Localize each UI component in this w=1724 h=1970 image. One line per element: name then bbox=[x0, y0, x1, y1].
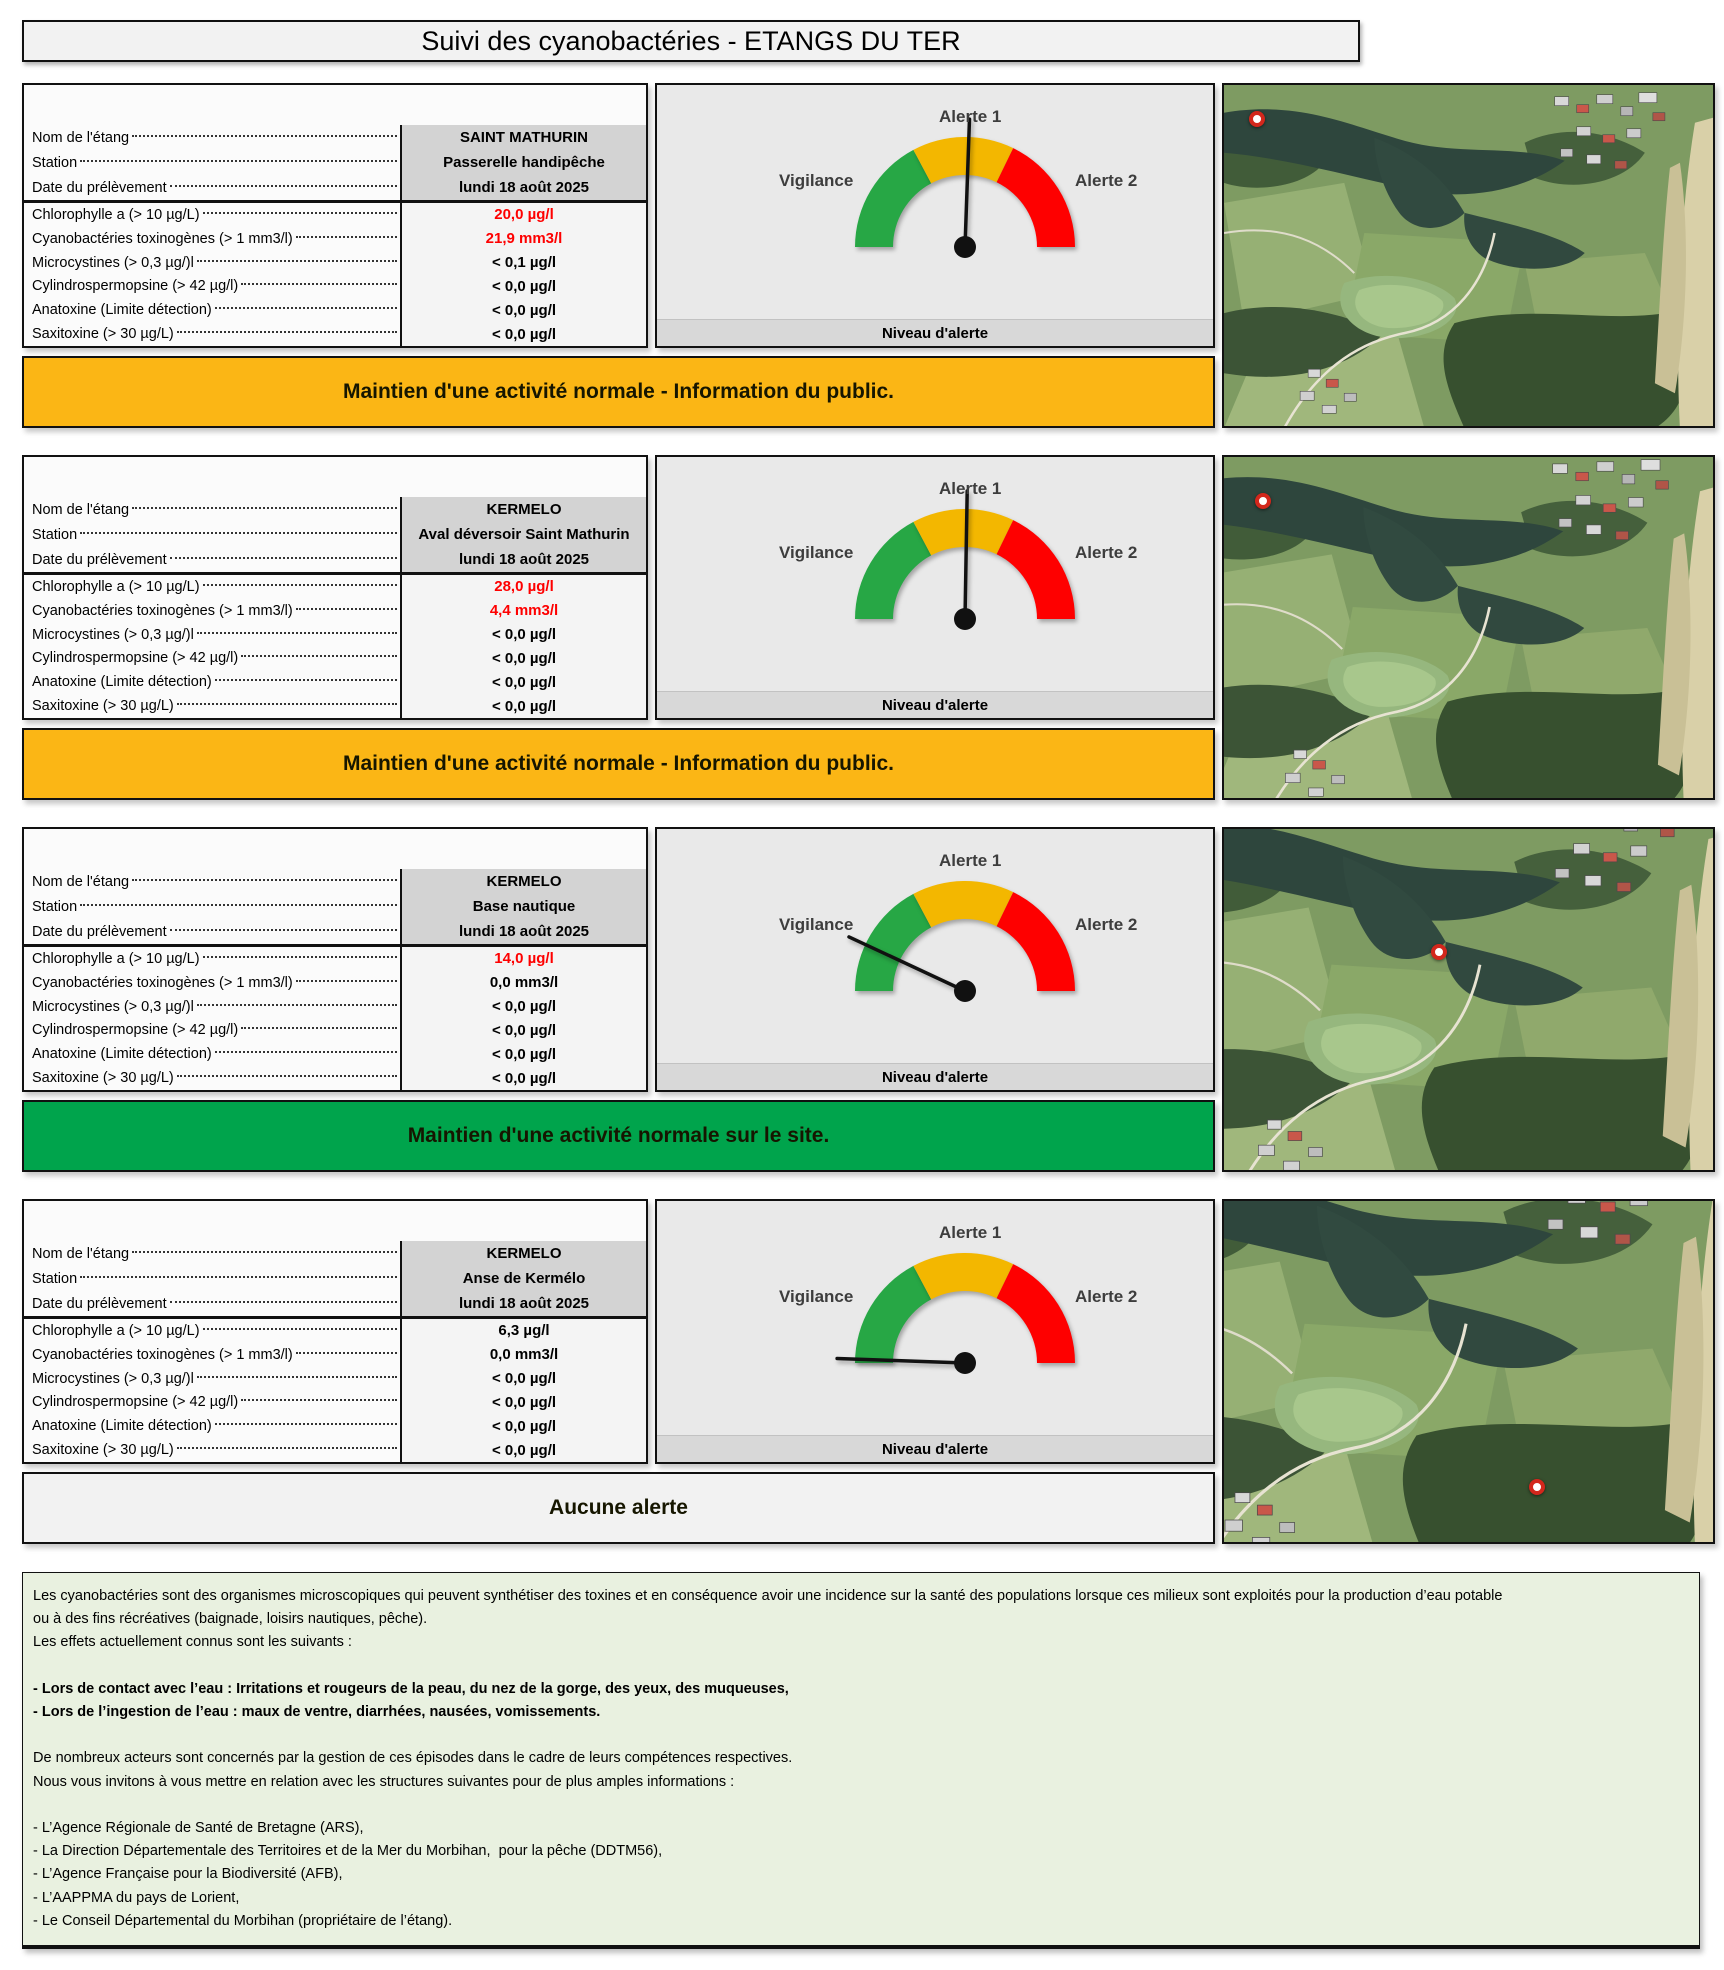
station-table-body bbox=[24, 203, 646, 346]
station-label: Station bbox=[24, 894, 400, 919]
pond-name-value: KERMELO bbox=[400, 497, 646, 522]
parameter-label: Anatoxine (Limite détection) bbox=[24, 298, 400, 322]
parameter-value: < 0,0 µg/l bbox=[400, 1066, 646, 1090]
station-section bbox=[22, 455, 1724, 800]
parameter-value: 0,0 mm3/l bbox=[400, 971, 646, 995]
station-section bbox=[22, 1199, 1724, 1544]
table-row bbox=[24, 497, 646, 522]
footnote-line bbox=[33, 1724, 1689, 1747]
parameter-label: Chlorophylle a (> 10 µg/L) bbox=[24, 947, 400, 971]
parameter-label: Saxitoxine (> 30 µg/L) bbox=[24, 1438, 400, 1462]
pond-name-value: KERMELO bbox=[400, 1241, 646, 1266]
dotted-leader bbox=[197, 1376, 397, 1378]
parameter-row bbox=[24, 1438, 646, 1462]
dotted-leader bbox=[170, 557, 397, 559]
dotted-leader bbox=[296, 1352, 397, 1354]
parameter-label: Anatoxine (Limite détection) bbox=[24, 1414, 400, 1438]
table-row bbox=[24, 869, 646, 894]
parameter-label: Saxitoxine (> 30 µg/L) bbox=[24, 694, 400, 718]
parameter-label: Microcystines (> 0,3 µg/)l bbox=[24, 995, 400, 1019]
status-banner: Maintien d'une activité normale sur le site. bbox=[22, 1100, 1215, 1172]
table-row bbox=[24, 1266, 646, 1291]
gauge-label-vigilance: Vigilance bbox=[779, 171, 854, 190]
dotted-leader bbox=[170, 185, 397, 187]
station-table-header bbox=[24, 85, 646, 203]
parameter-value: 28,0 µg/l bbox=[400, 575, 646, 599]
parameter-row bbox=[24, 971, 646, 995]
station-table bbox=[22, 1199, 648, 1464]
footnote-line: Les effets actuellement connus sont les suivants : bbox=[33, 1634, 352, 1651]
table-row bbox=[24, 125, 646, 150]
table-row bbox=[24, 919, 646, 944]
parameter-value: < 0,0 µg/l bbox=[400, 298, 646, 322]
sample-date-label: Date du prélèvement bbox=[24, 919, 400, 944]
parameter-value: < 0,0 µg/l bbox=[400, 1438, 646, 1462]
dotted-leader bbox=[203, 212, 397, 214]
report-title-box bbox=[22, 20, 1360, 62]
parameter-value: < 0,0 µg/l bbox=[400, 1367, 646, 1391]
parameter-row bbox=[24, 274, 646, 298]
table-row bbox=[24, 1291, 646, 1316]
dotted-leader bbox=[80, 1276, 397, 1278]
station-sections bbox=[22, 83, 1724, 1544]
alert-gauge-chart bbox=[657, 85, 1213, 346]
station-section bbox=[22, 827, 1724, 1172]
footnote-line: - Le Conseil Départemental du Morbihan (propriétaire de l’étang). bbox=[33, 1912, 453, 1929]
gauge-label-alerte1: Alerte 1 bbox=[939, 851, 1002, 870]
dotted-leader bbox=[241, 283, 397, 285]
table-row bbox=[24, 1241, 646, 1266]
dotted-leader bbox=[197, 632, 397, 634]
parameter-row bbox=[24, 646, 646, 670]
report-title: Suivi des cyanobactéries - ETANGS DU TER bbox=[421, 25, 961, 56]
pond-name-value: KERMELO bbox=[400, 869, 646, 894]
dotted-leader bbox=[177, 1447, 397, 1449]
station-value: Anse de Kermélo bbox=[400, 1266, 646, 1291]
map-marker bbox=[1249, 111, 1265, 127]
parameter-value: < 0,0 µg/l bbox=[400, 1018, 646, 1042]
pond-name-label: Nom de l'étang bbox=[24, 1241, 400, 1266]
parameter-row bbox=[24, 599, 646, 623]
footnote-line: - Lors de contact avec l’eau : Irritations et rougeurs de la peau, du nez de la gorge, des yeux, des muqueuses, bbox=[33, 1680, 789, 1697]
gauge-panel bbox=[655, 827, 1215, 1092]
sample-date-label: Date du prélèvement bbox=[24, 1291, 400, 1316]
gauge-label-alerte1: Alerte 1 bbox=[939, 479, 1002, 498]
parameter-row bbox=[24, 1367, 646, 1391]
dotted-leader bbox=[170, 1301, 397, 1303]
parameter-label: Cylindrospermopsine (> 42 µg/l) bbox=[24, 274, 400, 298]
dotted-leader bbox=[215, 679, 397, 681]
dotted-leader bbox=[215, 1423, 397, 1425]
parameter-row bbox=[24, 322, 646, 346]
parameter-row bbox=[24, 1343, 646, 1367]
dotted-leader bbox=[177, 331, 397, 333]
parameter-value: 0,0 mm3/l bbox=[400, 1343, 646, 1367]
dotted-leader bbox=[203, 956, 397, 958]
dotted-leader bbox=[241, 655, 397, 657]
parameter-value: < 0,0 µg/l bbox=[400, 623, 646, 647]
parameter-value: < 0,0 µg/l bbox=[400, 995, 646, 1019]
map-marker bbox=[1255, 493, 1271, 509]
alert-level-caption: Niveau d'alerte bbox=[657, 691, 1213, 718]
parameter-label: Cyanobactéries toxinogènes (> 1 mm3/l) bbox=[24, 1343, 400, 1367]
sample-date-label: Date du prélèvement bbox=[24, 547, 400, 572]
parameter-value: < 0,0 µg/l bbox=[400, 322, 646, 346]
parameter-value: 6,3 µg/l bbox=[400, 1319, 646, 1343]
station-label: Station bbox=[24, 1266, 400, 1291]
gauge-panel bbox=[655, 455, 1215, 720]
station-table-header bbox=[24, 457, 646, 575]
status-banner: Aucune alerte bbox=[22, 1472, 1215, 1544]
parameter-value: 20,0 µg/l bbox=[400, 203, 646, 227]
dotted-leader bbox=[177, 703, 397, 705]
parameter-label: Anatoxine (Limite détection) bbox=[24, 1042, 400, 1066]
parameter-value: < 0,0 µg/l bbox=[400, 670, 646, 694]
station-table-header bbox=[24, 829, 646, 947]
parameter-label: Cylindrospermopsine (> 42 µg/l) bbox=[24, 1018, 400, 1042]
dotted-leader bbox=[132, 135, 397, 137]
parameter-row bbox=[24, 227, 646, 251]
alert-level-caption: Niveau d'alerte bbox=[657, 1063, 1213, 1090]
footnote-box bbox=[22, 1572, 1700, 1949]
parameter-value: 4,4 mm3/l bbox=[400, 599, 646, 623]
parameter-label: Saxitoxine (> 30 µg/L) bbox=[24, 322, 400, 346]
gauge-label-alerte1: Alerte 1 bbox=[939, 107, 1002, 126]
table-row bbox=[24, 150, 646, 175]
table-row bbox=[24, 547, 646, 572]
parameter-row bbox=[24, 694, 646, 718]
parameter-label: Microcystines (> 0,3 µg/)l bbox=[24, 1367, 400, 1391]
sample-date-label: Date du prélèvement bbox=[24, 175, 400, 200]
pond-name-label: Nom de l'étang bbox=[24, 125, 400, 150]
station-value: Base nautique bbox=[400, 894, 646, 919]
sample-date-value: lundi 18 août 2025 bbox=[400, 175, 646, 200]
parameter-row bbox=[24, 1390, 646, 1414]
gauge-label-alerte2: Alerte 2 bbox=[1075, 543, 1138, 562]
parameter-row bbox=[24, 1066, 646, 1090]
footnote-line: Les cyanobactéries sont des organismes microscopiques qui peuvent synthétiser des toxines et en conséquence avoir une incidence sur la santé des populations lorsque ces milieux sont exploités pour la production d’eau potable bbox=[33, 1588, 1503, 1604]
pond-name-label: Nom de l'étang bbox=[24, 869, 400, 894]
parameter-label: Chlorophylle a (> 10 µg/L) bbox=[24, 1319, 400, 1343]
station-label: Station bbox=[24, 522, 400, 547]
alert-level-caption: Niveau d'alerte bbox=[657, 319, 1213, 346]
parameter-label: Cyanobactéries toxinogènes (> 1 mm3/l) bbox=[24, 971, 400, 995]
parameter-label: Microcystines (> 0,3 µg/)l bbox=[24, 251, 400, 275]
parameter-row bbox=[24, 670, 646, 694]
parameter-label: Cylindrospermopsine (> 42 µg/l) bbox=[24, 646, 400, 670]
parameter-label: Saxitoxine (> 30 µg/L) bbox=[24, 1066, 400, 1090]
footnote-line: ou à des fins récréatives (baignade, loisirs nautiques, pêche). bbox=[33, 1611, 428, 1628]
satellite-map bbox=[1222, 1199, 1715, 1544]
station-table-body bbox=[24, 575, 646, 718]
parameter-row bbox=[24, 995, 646, 1019]
footnote-line: - L’Agence Régionale de Santé de Bretagne (ARS), bbox=[33, 1819, 364, 1836]
gauge-label-alerte2: Alerte 2 bbox=[1075, 915, 1138, 934]
station-section bbox=[22, 83, 1724, 428]
station-table-header bbox=[24, 1201, 646, 1319]
dotted-leader bbox=[177, 1075, 397, 1077]
gauge-label-alerte2: Alerte 2 bbox=[1075, 171, 1138, 190]
parameter-label: Cylindrospermopsine (> 42 µg/l) bbox=[24, 1390, 400, 1414]
gauge-label-vigilance: Vigilance bbox=[779, 915, 854, 934]
station-value: Passerelle handipêche bbox=[400, 150, 646, 175]
footnote-line bbox=[33, 1794, 1689, 1817]
satellite-map bbox=[1222, 83, 1715, 428]
station-table-body bbox=[24, 1319, 646, 1462]
parameter-value: 14,0 µg/l bbox=[400, 947, 646, 971]
map-marker bbox=[1431, 944, 1447, 960]
alert-gauge-chart bbox=[657, 829, 1213, 1090]
sample-date-value: lundi 18 août 2025 bbox=[400, 1291, 646, 1316]
gauge-panel bbox=[655, 83, 1215, 348]
pond-name-label: Nom de l'étang bbox=[24, 497, 400, 522]
parameter-row bbox=[24, 1042, 646, 1066]
footnote-line: - Lors de l’ingestion de l’eau : maux de ventre, diarrhées, nausées, vomissements. bbox=[33, 1704, 601, 1720]
parameter-value: < 0,0 µg/l bbox=[400, 1414, 646, 1438]
parameter-row bbox=[24, 203, 646, 227]
parameter-label: Cyanobactéries toxinogènes (> 1 mm3/l) bbox=[24, 599, 400, 623]
parameter-row bbox=[24, 298, 646, 322]
station-table bbox=[22, 83, 648, 348]
sample-date-value: lundi 18 août 2025 bbox=[400, 547, 646, 572]
satellite-image bbox=[1222, 455, 1715, 800]
parameter-row bbox=[24, 1414, 646, 1438]
station-table bbox=[22, 827, 648, 1092]
satellite-map bbox=[1222, 455, 1715, 800]
footnote-line: - L’AAPPMA du pays de Lorient, bbox=[33, 1889, 240, 1906]
footnote-line: - La Direction Départementale des Territoires et de la Mer du Morbihan, pour la pêche (DDTM56), bbox=[33, 1843, 663, 1860]
status-banner: Maintien d'une activité normale - Information du public. bbox=[22, 356, 1215, 428]
status-banner: Maintien d'une activité normale - Information du public. bbox=[22, 728, 1215, 800]
gauge-label-alerte2: Alerte 2 bbox=[1075, 1287, 1138, 1306]
parameter-row bbox=[24, 575, 646, 599]
alert-level-caption: Niveau d'alerte bbox=[657, 1435, 1213, 1462]
table-row bbox=[24, 894, 646, 919]
parameter-value: 21,9 mm3/l bbox=[400, 227, 646, 251]
parameter-value: < 0,1 µg/l bbox=[400, 251, 646, 275]
footnote-line: De nombreux acteurs sont concernés par la gestion de ces épisodes dans le cadre de leurs compétences respectives. bbox=[33, 1750, 793, 1767]
dotted-leader bbox=[241, 1399, 397, 1401]
parameter-label: Chlorophylle a (> 10 µg/L) bbox=[24, 203, 400, 227]
station-table bbox=[22, 455, 648, 720]
parameter-value: < 0,0 µg/l bbox=[400, 1390, 646, 1414]
sample-date-value: lundi 18 août 2025 bbox=[400, 919, 646, 944]
parameter-label: Chlorophylle a (> 10 µg/L) bbox=[24, 575, 400, 599]
parameter-row bbox=[24, 251, 646, 275]
dotted-leader bbox=[197, 260, 397, 262]
dotted-leader bbox=[215, 307, 397, 309]
station-value: Aval déversoir Saint Mathurin bbox=[400, 522, 646, 547]
parameter-label: Cyanobactéries toxinogènes (> 1 mm3/l) bbox=[24, 227, 400, 251]
footnote-line: - L’Agence Française pour la Biodiversité (AFB), bbox=[33, 1866, 343, 1883]
gauge-label-alerte1: Alerte 1 bbox=[939, 1223, 1002, 1242]
dotted-leader bbox=[296, 980, 397, 982]
parameter-value: < 0,0 µg/l bbox=[400, 694, 646, 718]
satellite-image bbox=[1224, 85, 1713, 426]
dotted-leader bbox=[241, 1027, 397, 1029]
dotted-leader bbox=[215, 1051, 397, 1053]
satellite-image bbox=[1222, 827, 1715, 1172]
dotted-leader bbox=[170, 929, 397, 931]
parameter-value: < 0,0 µg/l bbox=[400, 1042, 646, 1066]
parameter-row bbox=[24, 623, 646, 647]
footnote-line bbox=[33, 1655, 1689, 1678]
table-row bbox=[24, 175, 646, 200]
dotted-leader bbox=[296, 236, 397, 238]
satellite-map bbox=[1222, 827, 1715, 1172]
alert-gauge-chart bbox=[657, 457, 1213, 718]
dotted-leader bbox=[132, 507, 397, 509]
alert-gauge-chart bbox=[657, 1201, 1213, 1462]
parameter-row bbox=[24, 1018, 646, 1042]
dotted-leader bbox=[203, 1328, 397, 1330]
parameter-label: Anatoxine (Limite détection) bbox=[24, 670, 400, 694]
dotted-leader bbox=[80, 160, 397, 162]
parameter-value: < 0,0 µg/l bbox=[400, 274, 646, 298]
dotted-leader bbox=[80, 532, 397, 534]
footnote-line: Nous vous invitons à vous mettre en relation avec les structures suivantes pour de plus amples informations : bbox=[33, 1773, 735, 1790]
parameter-label: Microcystines (> 0,3 µg/)l bbox=[24, 623, 400, 647]
station-label: Station bbox=[24, 150, 400, 175]
dotted-leader bbox=[197, 1004, 397, 1006]
parameter-row bbox=[24, 947, 646, 971]
pond-name-value: SAINT MATHURIN bbox=[400, 125, 646, 150]
satellite-image bbox=[1222, 1199, 1715, 1544]
station-table-body bbox=[24, 947, 646, 1090]
gauge-panel bbox=[655, 1199, 1215, 1464]
dotted-leader bbox=[296, 608, 397, 610]
map-marker bbox=[1529, 1479, 1545, 1495]
parameter-value: < 0,0 µg/l bbox=[400, 646, 646, 670]
dotted-leader bbox=[80, 904, 397, 906]
gauge-label-vigilance: Vigilance bbox=[779, 1287, 854, 1306]
parameter-row bbox=[24, 1319, 646, 1343]
dotted-leader bbox=[203, 584, 397, 586]
dotted-leader bbox=[132, 879, 397, 881]
table-row bbox=[24, 522, 646, 547]
gauge-label-vigilance: Vigilance bbox=[779, 543, 854, 562]
dotted-leader bbox=[132, 1251, 397, 1253]
